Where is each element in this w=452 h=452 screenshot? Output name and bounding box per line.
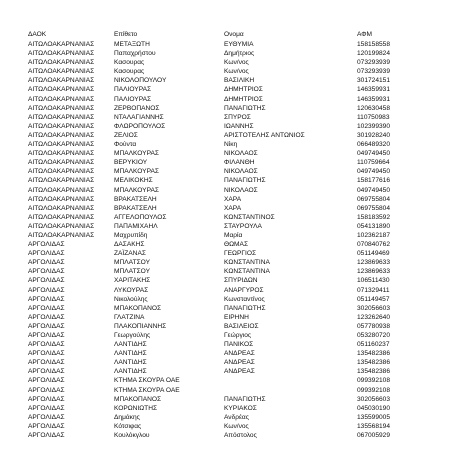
cell-name: Δημήτριος xyxy=(224,50,255,58)
cell-daok: ΑΙΤΩΛΟΑΚΑΡΝΑΝΙΑΣ xyxy=(28,68,95,76)
cell-afm: 158183592 xyxy=(357,213,391,221)
cell-daok: ΑΡΓΟΛΙΔΑΣ xyxy=(28,386,65,394)
cell-daok: ΑΙΤΩΛΟΑΚΑΡΝΑΝΙΑΣ xyxy=(28,113,95,121)
cell-name: ΠΑΝΑΓΙΩΤΗΣ xyxy=(224,177,266,185)
table-row xyxy=(28,422,422,431)
cell-daok: ΑΙΤΩΛΟΑΚΑΡΝΑΝΙΑΣ xyxy=(28,213,95,221)
cell-daok: ΑΡΓΟΛΙΔΑΣ xyxy=(28,359,65,367)
cell-surname: ΜΠΑΚΟΠΑΝΟΣ xyxy=(114,395,162,403)
cell-name: ΧΑΡΑ xyxy=(224,204,242,212)
cell-surname: ΚΟΡΩΝΙΩΤΗΣ xyxy=(114,404,158,412)
cell-daok: ΑΙΤΩΛΟΑΚΑΡΝΑΝΙΑΣ xyxy=(28,195,95,203)
cell-surname: Κασουρας xyxy=(114,68,145,76)
cell-name: Κωνσταντίνος xyxy=(224,295,265,303)
table-row xyxy=(28,40,422,49)
table-row xyxy=(28,113,422,122)
cell-surname: ΝΤΑΛΑΓΙΑΝΝΗΣ xyxy=(114,113,164,121)
cell-afm: 135599005 xyxy=(357,413,391,421)
cell-afm: 070840762 xyxy=(357,241,391,249)
table-row xyxy=(28,267,422,276)
cell-daok: ΑΙΤΩΛΟΑΚΑΡΝΑΝΙΑΣ xyxy=(28,222,95,230)
cell-afm: 146359931 xyxy=(357,86,391,94)
cell-surname: Νικολούλης xyxy=(114,295,148,303)
cell-surname: ΚΤΗΜΑ ΣΚΟΥΡΑ ΟΑΕ xyxy=(114,377,180,385)
table-row xyxy=(28,85,422,94)
table-row xyxy=(28,295,422,304)
cell-afm: 057780938 xyxy=(357,322,391,330)
table-row xyxy=(28,104,422,113)
cell-afm: 049749450 xyxy=(357,150,391,158)
cell-name: ΝΙΚΟΛΑΟΣ xyxy=(224,186,258,194)
cell-afm: 123262640 xyxy=(357,313,391,321)
cell-name: ΚΩΝΣΤΑΝΤΙΝΑ xyxy=(224,268,270,276)
cell-daok: ΑΙΤΩΛΟΑΚΑΡΝΑΝΙΑΣ xyxy=(28,50,95,58)
table-row xyxy=(28,376,422,385)
table-row xyxy=(28,58,422,67)
cell-surname: ΛΑΝΤΙΔΗΣ xyxy=(114,359,147,367)
cell-daok: ΑΙΤΩΛΟΑΚΑΡΝΑΝΙΑΣ xyxy=(28,122,95,130)
cell-surname: ΖΕΡΒΟΠΑΝΟΣ xyxy=(114,104,160,112)
cell-name: ΠΑΝΑΓΙΩΤΗΣ xyxy=(224,395,266,403)
cell-surname: ΦΛΩΡΟΠΟΥΛΟΣ xyxy=(114,122,166,130)
cell-afm: 099392108 xyxy=(357,377,391,385)
table-row xyxy=(28,431,422,440)
cell-surname: ΒΕΡΥΚΙΟΥ xyxy=(114,159,148,167)
cell-daok: ΑΙΤΩΛΟΑΚΑΡΝΑΝΙΑΣ xyxy=(28,177,95,185)
cell-afm: 120630458 xyxy=(357,104,391,112)
cell-daok: ΑΡΓΟΛΙΔΑΣ xyxy=(28,241,65,249)
cell-name: ΚΥΡΙΑΚΟΣ xyxy=(224,404,257,412)
cell-afm: 073293939 xyxy=(357,59,391,67)
cell-afm: 049749450 xyxy=(357,168,391,176)
cell-daok: ΑΙΤΩΛΟΑΚΑΡΝΑΝΙΑΣ xyxy=(28,77,95,85)
cell-afm: 053280720 xyxy=(357,332,391,339)
spreadsheet-table xyxy=(28,30,422,440)
cell-afm: 054131890 xyxy=(357,222,391,230)
cell-afm: 135482386 xyxy=(357,359,391,367)
table-row xyxy=(28,76,422,85)
cell-surname: ΧΑΡΙΤΑΚΗΣ xyxy=(114,277,151,285)
cell-name: ΒΑΣΙΛΕΙΟΣ xyxy=(224,322,259,330)
cell-afm: 102362187 xyxy=(357,231,391,239)
cell-afm: 120199824 xyxy=(357,50,391,58)
cell-surname: ΛΑΝΤΙΔΗΣ xyxy=(114,350,147,358)
cell-surname: ΜΕΛΙΚΟΚΗΣ xyxy=(114,177,153,185)
cell-daok: ΑΡΓΟΛΙΔΑΣ xyxy=(28,395,65,403)
cell-surname: ΠΑΛΙΟΥΡΑΣ xyxy=(114,95,152,103)
cell-name: ΕΙΡΗΝΗ xyxy=(224,313,249,321)
table-body xyxy=(28,40,422,440)
cell-afm: 099392108 xyxy=(357,386,391,394)
cell-daok: ΑΡΓΟΛΙΔΑΣ xyxy=(28,304,65,312)
cell-name: ΣΠΥΡΟΣ xyxy=(224,113,251,121)
cell-name: ΠΑΝΑΓΙΩΤΗΣ xyxy=(224,304,266,312)
cell-daok: ΑΙΤΩΛΟΑΚΑΡΝΑΝΙΑΣ xyxy=(28,186,95,194)
table-row xyxy=(28,195,422,204)
table-row xyxy=(28,95,422,104)
cell-name: ΠΑΝΙΚΟΣ xyxy=(224,341,254,349)
table-row xyxy=(28,131,422,140)
cell-name: ΘΩΜΑΣ xyxy=(224,241,249,249)
cell-afm: 158177616 xyxy=(357,177,391,185)
table-row xyxy=(28,276,422,285)
table-row xyxy=(28,286,422,295)
cell-surname: Δημάκης xyxy=(114,413,140,421)
cell-daok: ΑΡΓΟΛΙΔΑΣ xyxy=(28,295,65,303)
cell-daok: ΑΙΤΩΛΟΑΚΑΡΝΑΝΙΑΣ xyxy=(28,131,95,139)
cell-afm: 106511430 xyxy=(357,277,390,285)
cell-daok: ΑΡΓΟΛΙΔΑΣ xyxy=(28,368,65,376)
cell-daok: ΑΙΤΩΛΟΑΚΑΡΝΑΝΙΑΣ xyxy=(28,150,95,158)
cell-surname: ΠΑΛΙΟΥΡΑΣ xyxy=(114,86,152,94)
cell-name: ΑΝΔΡΕΑΣ xyxy=(224,359,255,367)
cell-surname: Γεωργούλης xyxy=(114,332,151,339)
cell-afm: 135482386 xyxy=(357,368,391,376)
cell-afm: 051160237 xyxy=(357,341,390,349)
cell-afm: 049749450 xyxy=(357,186,391,194)
table-row xyxy=(28,122,422,131)
table-row xyxy=(28,413,422,422)
cell-afm: 301928240 xyxy=(357,131,391,139)
cell-afm: 069755804 xyxy=(357,204,391,212)
cell-afm: 066489320 xyxy=(357,141,391,149)
cell-surname: ΑΓΓΕΛΟΠΟΥΛΟΣ xyxy=(114,213,167,221)
cell-daok: ΑΡΓΟΛΙΔΑΣ xyxy=(28,332,65,339)
table-row xyxy=(28,340,422,349)
cell-daok: ΑΡΓΟΛΙΔΑΣ xyxy=(28,377,65,385)
cell-surname: ΝΙΚΟΛΟΠΟΥΛΟΥ xyxy=(114,77,167,85)
cell-name: ΑΝΔΡΕΑΣ xyxy=(224,350,255,358)
cell-afm: 067005929 xyxy=(357,432,391,440)
cell-surname: ΚΤΗΜΑ ΣΚΟΥΡΑ ΟΑΕ xyxy=(114,386,180,394)
cell-daok: ΑΡΓΟΛΙΔΑΣ xyxy=(28,422,65,430)
cell-afm: 110759664 xyxy=(357,159,390,167)
cell-surname: Κασουρας xyxy=(114,59,145,67)
table-row xyxy=(28,395,422,404)
cell-name: ΙΩΑΝΝΗΣ xyxy=(224,122,254,130)
cell-name: ΚΩΝΣΤΑΝΤΙΝΟΣ xyxy=(224,213,275,221)
cell-surname: ΜΠΑΛΚΟΥΡΑΣ xyxy=(114,168,159,176)
cell-afm: 045030190 xyxy=(357,404,391,412)
cell-daok: ΑΡΓΟΛΙΔΑΣ xyxy=(28,277,65,285)
cell-daok: ΑΙΤΩΛΟΑΚΑΡΝΑΝΙΑΣ xyxy=(28,41,95,48)
cell-afm: 110750983 xyxy=(357,113,390,121)
cell-afm: 123869633 xyxy=(357,259,391,267)
cell-daok: ΑΙΤΩΛΟΑΚΑΡΝΑΝΙΑΣ xyxy=(28,95,95,103)
cell-name: ΠΑΝΑΓΙΩΤΗΣ xyxy=(224,104,266,112)
cell-daok: ΑΡΓΟΛΙΔΑΣ xyxy=(28,250,65,258)
cell-name: ΕΥΘΥΜΙΑ xyxy=(224,41,254,48)
table-row xyxy=(28,49,422,58)
cell-afm: 158158558 xyxy=(357,41,391,48)
cell-afm: 146359931 xyxy=(357,95,391,103)
cell-afm: 302056603 xyxy=(357,304,391,312)
cell-surname: Μαχρυπίδη xyxy=(114,231,148,239)
cell-name: Κων/νος xyxy=(224,422,249,430)
table-row xyxy=(28,67,422,76)
cell-name: Μαρία xyxy=(224,231,243,239)
cell-surname: ΠΛΑΚΟΠΙΑΝΝΗΣ xyxy=(114,322,167,330)
cell-surname: ΛΑΝΤΙΔΗΣ xyxy=(114,341,147,349)
cell-afm: 051149457 xyxy=(357,295,390,303)
cell-afm: 301724151 xyxy=(357,77,391,85)
table-row xyxy=(28,313,422,322)
cell-name: Απόστολος xyxy=(224,432,257,440)
cell-name: ΑΡΙΣΤΟΤΕΛΗΣ ΑΝΤΩΝΙΟΣ xyxy=(224,131,305,139)
cell-afm: 123869633 xyxy=(357,268,391,276)
header-afm: ΑΦΜ xyxy=(357,31,372,38)
table-row xyxy=(28,331,422,340)
cell-surname: Φούντα xyxy=(114,141,137,149)
cell-name: Κων/νος xyxy=(224,59,249,67)
cell-surname: Κουλόκγλου xyxy=(114,432,150,440)
cell-daok: ΑΙΤΩΛΟΑΚΑΡΝΑΝΙΑΣ xyxy=(28,141,95,149)
table-row xyxy=(28,367,422,376)
cell-daok: ΑΙΤΩΛΟΑΚΑΡΝΑΝΙΑΣ xyxy=(28,204,95,212)
cell-surname: ΖΑΪΖΑΝΑΣ xyxy=(114,250,146,258)
cell-surname: Παπαχρήστου xyxy=(114,50,156,58)
cell-surname: ΜΕΤΑΞΩΤΗ xyxy=(114,41,150,48)
cell-afm: 102399390 xyxy=(357,122,391,130)
cell-surname: ΛΑΝΤΙΔΗΣ xyxy=(114,368,147,376)
cell-daok: ΑΡΓΟΛΙΔΑΣ xyxy=(28,350,65,358)
cell-daok: ΑΙΤΩΛΟΑΚΑΡΝΑΝΙΑΣ xyxy=(28,231,95,239)
table-row xyxy=(28,249,422,258)
cell-surname: ΜΠΛΑΤΣΟΥ xyxy=(114,259,150,267)
cell-surname: ΖΕΛΙΟΣ xyxy=(114,131,138,139)
cell-daok: ΑΡΓΟΛΙΔΑΣ xyxy=(28,259,65,267)
table-row xyxy=(28,258,422,267)
table-header-row xyxy=(28,30,422,40)
cell-surname: ΒΡΑΚΑΤΣΕΛΗ xyxy=(114,195,157,203)
table-row xyxy=(28,240,422,249)
cell-surname: ΜΠΑΚΟΠΑΝΟΣ xyxy=(114,304,162,312)
table-row xyxy=(28,322,422,331)
cell-name: Νίκη xyxy=(224,141,238,149)
cell-surname: ΜΠΛΑΤΣΟΥ xyxy=(114,268,150,276)
cell-afm: 302056603 xyxy=(357,395,391,403)
cell-name: ΝΙΚΟΛΑΟΣ xyxy=(224,150,258,158)
cell-name: Γεώργιος xyxy=(224,332,252,339)
table-row xyxy=(28,404,422,413)
table-row xyxy=(28,222,422,231)
cell-surname: ΒΡΑΚΑΤΣΕΛΗ xyxy=(114,204,157,212)
cell-daok: ΑΡΓΟΛΙΔΑΣ xyxy=(28,432,65,440)
cell-name: ΔΗΜΗΤΡΙΟΣ xyxy=(224,86,263,94)
table-row xyxy=(28,186,422,195)
table-row xyxy=(28,349,422,358)
cell-daok: ΑΡΓΟΛΙΔΑΣ xyxy=(28,413,65,421)
cell-daok: ΑΙΤΩΛΟΑΚΑΡΝΑΝΙΑΣ xyxy=(28,104,95,112)
table-row xyxy=(28,358,422,367)
cell-daok: ΑΡΓΟΛΙΔΑΣ xyxy=(28,313,65,321)
cell-name: ΚΩΝΣΤΑΝΤΙΝΑ xyxy=(224,259,270,267)
cell-afm: 135482386 xyxy=(357,350,391,358)
cell-name: ΣΠΥΡΙΔΩΝ xyxy=(224,277,258,285)
cell-name: ΦΙΛΑΝΘΗ xyxy=(224,159,255,167)
cell-name: Κων/νος xyxy=(224,68,249,76)
cell-surname: ΓΛΑΤΖΙΝΑ xyxy=(114,313,145,321)
cell-daok: ΑΙΤΩΛΟΑΚΑΡΝΑΝΙΑΣ xyxy=(28,168,95,176)
cell-name: Ανδρέας xyxy=(224,413,249,421)
cell-daok: ΑΡΓΟΛΙΔΑΣ xyxy=(28,268,65,276)
cell-surname: ΛΥΚΟΥΡΑΣ xyxy=(114,286,149,294)
cell-surname: ΜΠΑΛΚΟΥΡΑΣ xyxy=(114,186,159,194)
cell-daok: ΑΡΓΟΛΙΔΑΣ xyxy=(28,322,65,330)
cell-afm: 135568194 xyxy=(357,422,391,430)
cell-daok: ΑΡΓΟΛΙΔΑΣ xyxy=(28,404,65,412)
cell-afm: 071329411 xyxy=(357,286,390,294)
table-row xyxy=(28,140,422,149)
table-row xyxy=(28,231,422,240)
table-row xyxy=(28,176,422,185)
cell-afm: 051149469 xyxy=(357,250,390,258)
table-row xyxy=(28,149,422,158)
cell-daok: ΑΙΤΩΛΟΑΚΑΡΝΑΝΙΑΣ xyxy=(28,159,95,167)
table-row xyxy=(28,213,422,222)
cell-name: ΧΑΡΑ xyxy=(224,195,242,203)
cell-name: ΣΤΑΥΡΟΥΛΑ xyxy=(224,222,262,230)
cell-surname: ΜΠΑΛΚΟΥΡΑΣ xyxy=(114,150,159,158)
header-name: Ονομα xyxy=(224,31,244,38)
table-row xyxy=(28,304,422,313)
cell-name: ΝΙΚΟΛΑΟΣ xyxy=(224,168,258,176)
cell-surname: Κότσιφας xyxy=(114,422,142,430)
cell-daok: ΑΙΤΩΛΟΑΚΑΡΝΑΝΙΑΣ xyxy=(28,59,95,67)
table-row xyxy=(28,204,422,213)
cell-surname: ΠΑΠΑΜΙΧΑΗΛ xyxy=(114,222,158,230)
table-row xyxy=(28,386,422,395)
cell-name: ΑΝΑΡΓΥΡΟΣ xyxy=(224,286,264,294)
cell-name: ΓΕΩΡΓΙΟΣ xyxy=(224,250,257,258)
cell-afm: 073293939 xyxy=(357,68,391,76)
header-surname: Επίθετο xyxy=(114,31,138,38)
table-row xyxy=(28,158,422,167)
header-daok: ΔΑΟΚ xyxy=(28,31,47,38)
table-row xyxy=(28,167,422,176)
cell-name: ΔΗΜΗΤΡΙΟΣ xyxy=(224,95,263,103)
cell-name: ΒΑΣΙΛΙΚΗ xyxy=(224,77,255,85)
cell-surname: ΔΑΣΑΚΗΣ xyxy=(114,241,145,249)
cell-daok: ΑΡΓΟΛΙΔΑΣ xyxy=(28,341,65,349)
cell-afm: 069755804 xyxy=(357,195,391,203)
cell-name: ΑΝΔΡΕΑΣ xyxy=(224,368,255,376)
cell-daok: ΑΡΓΟΛΙΔΑΣ xyxy=(28,286,65,294)
cell-daok: ΑΙΤΩΛΟΑΚΑΡΝΑΝΙΑΣ xyxy=(28,86,95,94)
